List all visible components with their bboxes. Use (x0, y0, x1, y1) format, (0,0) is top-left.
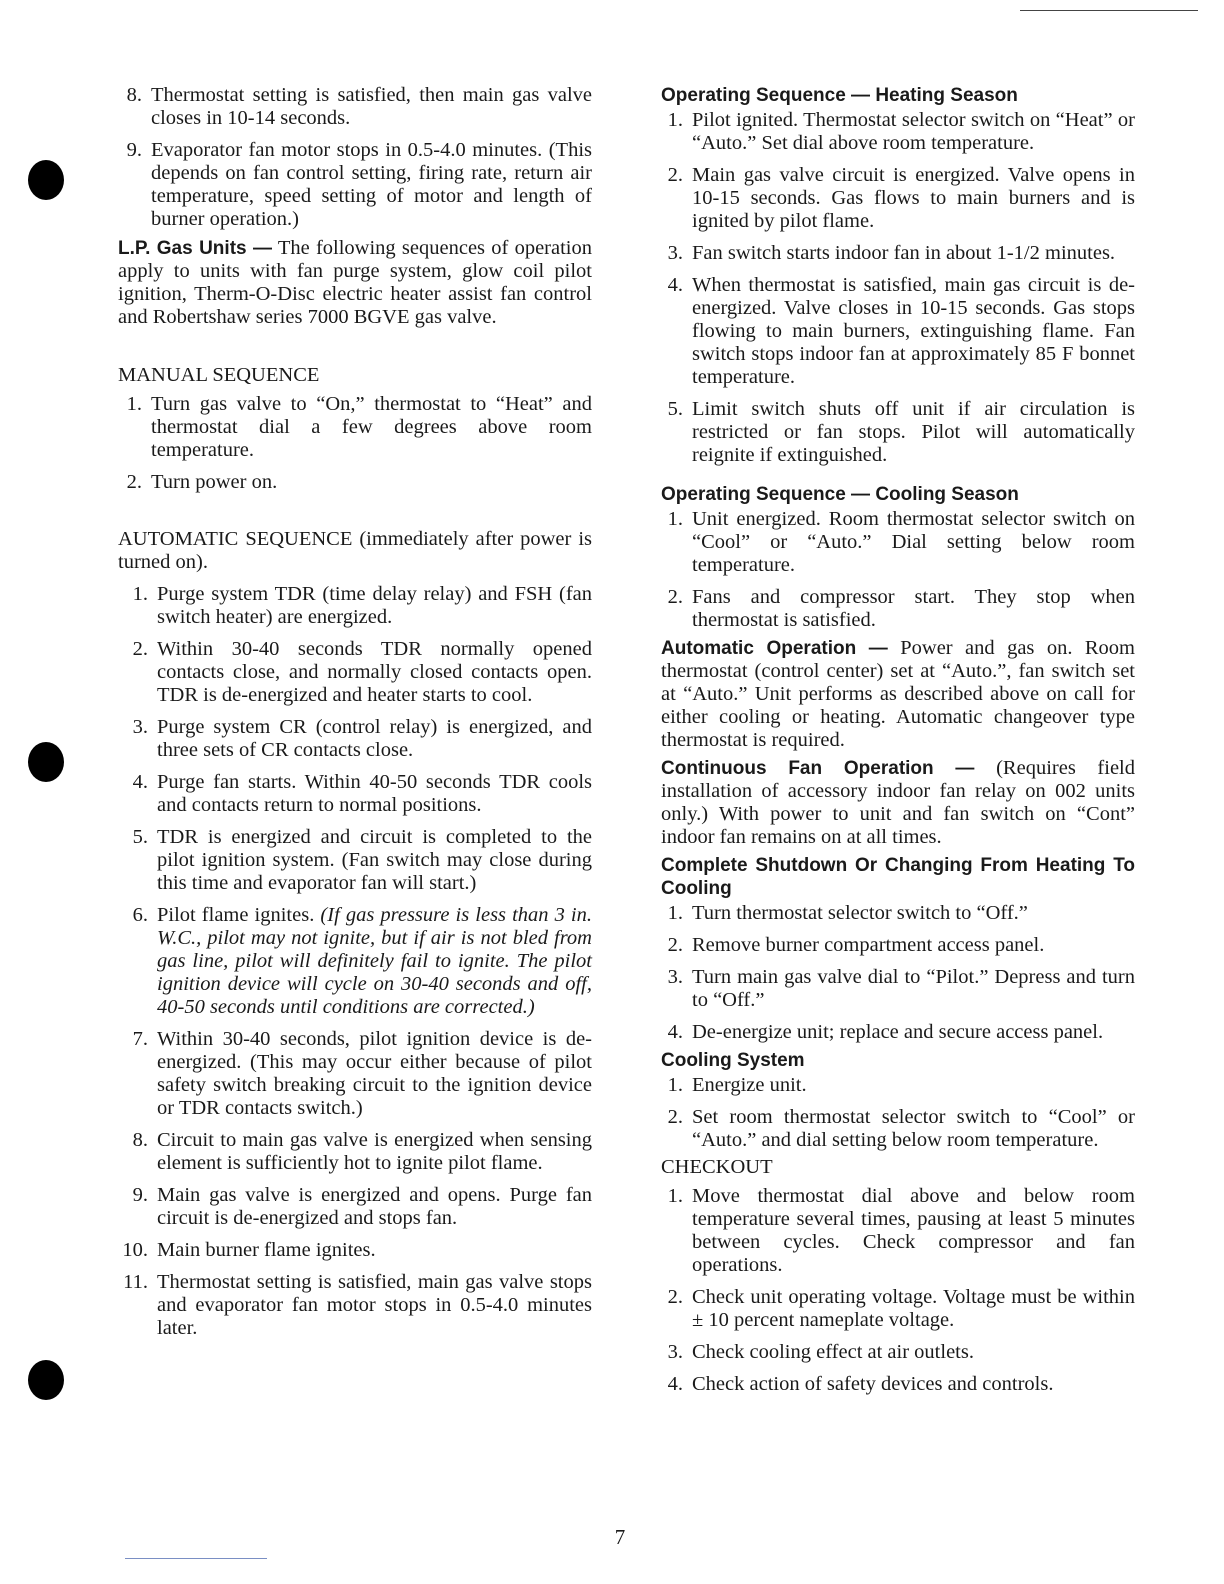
punch-hole (28, 742, 64, 782)
list-item: 2. Check unit operating voltage. Voltage must be within ± 10 percent nameplate voltage. (667, 1286, 1135, 1331)
cooling-system-heading: Cooling System (661, 1050, 805, 1071)
list-item: 1. Energize unit. (667, 1074, 807, 1096)
list-item: 11. Thermostat setting is satisfied, main gas valve stops and evaporator fan motor stops in 0.5-4.0 minutes later. (123, 1271, 592, 1339)
list-item: 1. Turn gas valve to “On,” thermostat to “Heat” and thermostat dial a few degrees above room temperature. (126, 393, 592, 461)
italic-note: (If gas pressure is less than 3 in. W.C., pilot may not ignite, but if air is not bled from gas line, pilot will definitely fail to ignite. The pilot ignition device will cycle on 30-40 seconds and off, 40-50 seconds until conditions are corrected.) (157, 904, 593, 1018)
list-item: 3. Check cooling effect at air outlets. (667, 1341, 974, 1363)
list-item: 4. Purge fan starts. Within 40-50 seconds TDR cools and contacts return to normal positions. (132, 771, 592, 816)
list-item: 9. Main gas valve is energized and opens. Purge fan circuit is de-energized and stops fan. (132, 1184, 592, 1229)
bottom-rule (125, 1558, 267, 1559)
list-item: 1. Turn thermostat selector switch to “Off.” (667, 902, 1028, 924)
list-item: 2. Main gas valve circuit is energized. Valve opens in 10-15 seconds. Gas flows to main burners and is ignited by pilot flame. (667, 164, 1135, 232)
right-column (661, 84, 1135, 1405)
automatic-operation-paragraph: Automatic Operation — Power and gas on. Room thermostat (control center) set at “Auto.”, fan switch set at “Auto.” Unit performs as described above on call for either cooling or heating. Automatic changeover type thermostat is required. (661, 637, 1135, 751)
list-item: 3. Fan switch starts indoor fan in about 1-1/2 minutes. (667, 242, 1116, 264)
list-item: 1. Purge system TDR (time delay relay) and FSH (fan switch heater) are energized. (132, 583, 592, 628)
automatic-sequence-list (118, 583, 592, 1340)
checkout-heading: CHECKOUT (661, 1156, 773, 1178)
shutdown-heading: Complete Shutdown Or Changing From Heating To Cooling (661, 855, 1135, 899)
list-item: 10. Main burner flame ignites. (122, 1239, 376, 1261)
continuous-fan-paragraph: Continuous Fan Operation — (Requires field installation of accessory indoor fan relay on 002 units only.) With power to unit and fan switch on “Cont” indoor fan remains on at all times. (661, 757, 1136, 848)
list-item: 2. Fans and compressor start. They stop when thermostat is satisfied. (667, 586, 1135, 631)
list-item: 9. Evaporator fan motor stops in 0.5-4.0 minutes. (This depends on fan control setting, firing rate, return air temperature, speed setting of motor and length of burner operation.) (126, 139, 592, 230)
list-item: 8. Circuit to main gas valve is energized when sensing element is sufficiently hot to ignite pilot flame. (132, 1129, 592, 1174)
shutdown-list (661, 902, 1135, 1044)
heating-season-heading: Operating Sequence — Heating Season (661, 85, 1018, 106)
automatic-operation-heading: Automatic Operation — (661, 638, 888, 659)
page-number: 7 (614, 1525, 626, 1549)
list-continued (118, 84, 592, 231)
checkout-list (661, 1185, 1135, 1396)
punch-hole (28, 1360, 64, 1400)
list-item: 3. Purge system CR (control relay) is energized, and three sets of CR contacts close. (132, 716, 592, 761)
automatic-sequence-heading: AUTOMATIC SEQUENCE (immediately after power is turned on). (118, 528, 592, 573)
heating-season-list (661, 109, 1135, 467)
list-item: 5. Limit switch shuts off unit if air circulation is restricted or fan stops. Pilot will automatically reignite if extinguished. (667, 398, 1135, 466)
lp-gas-units-paragraph: L.P. Gas Units — The following sequences of operation apply to units with fan purge system, glow coil pilot ignition, Therm-O-Disc electric heater assist fan control and Robertshaw series 7000 BGVE gas valve. (118, 237, 592, 328)
list-item: 6. Pilot flame ignites. (If gas pressure is less than 3 in. W.C., pilot may not ignite, but if air is not bled from gas line, pilot will definitely fail to ignite. The pilot ignition device will cycle on 30-40 seconds and off, 40-50 seconds until conditions are corrected.) (132, 904, 593, 1018)
top-rule (1020, 10, 1198, 11)
list-item: 4. When thermostat is satisfied, main gas circuit is de-energized. Valve closes in 10-15 seconds. Gas stops flowing to main burners, extinguishing flame. Fan switch stops indoor fan at approximately 85 F bonnet temperature. (667, 274, 1135, 388)
cooling-season-list (661, 508, 1135, 632)
punch-hole (28, 160, 64, 200)
manual-sequence-list (118, 393, 592, 494)
list-item: 1. Pilot ignited. Thermostat selector switch on “Heat” or “Auto.” Set dial above room temperature. (667, 109, 1135, 154)
lp-gas-units-heading: L.P. Gas Units — (118, 238, 272, 259)
manual-sequence-heading: MANUAL SEQUENCE (118, 364, 320, 386)
list-item: 2. Turn power on. (126, 471, 278, 493)
list-item: 1. Move thermostat dial above and below room temperature several times, pausing at least 5 minutes between cycles. Check compressor and fan operations. (667, 1185, 1135, 1276)
list-item: 2. Within 30-40 seconds TDR normally opened contacts close, and normally closed contacts open. TDR is de-energized and heater starts to cool. (132, 638, 592, 706)
list-item: 4. De-energize unit; replace and secure access panel. (667, 1021, 1104, 1043)
list-item: 5. TDR is energized and circuit is completed to the pilot ignition system. (Fan switch may close during this time and evaporator fan will start.) (132, 826, 592, 894)
cooling-system-list (661, 1074, 1135, 1152)
list-item: 2. Remove burner compartment access panel. (667, 934, 1045, 956)
left-column (118, 84, 592, 1349)
list-item: 1. Unit energized. Room thermostat selector switch on “Cool” or “Auto.” Dial setting below room temperature. (667, 508, 1135, 576)
list-item: 7. Within 30-40 seconds, pilot ignition device is de-energized. (This may occur either because of pilot safety switch breaking circuit to the ignition device or TDR contacts switch.) (132, 1028, 592, 1119)
list-item: 2. Set room thermostat selector switch to “Cool” or “Auto.” and dial setting below room temperature. (667, 1106, 1135, 1151)
cooling-season-heading: Operating Sequence — Cooling Season (661, 484, 1019, 505)
continuous-fan-heading: Continuous Fan Operation — (661, 758, 975, 779)
list-item: 4. Check action of safety devices and controls. (667, 1373, 1054, 1395)
list-item: 8. Thermostat setting is satisfied, then main gas valve closes in 10-14 seconds. (126, 84, 592, 129)
list-item: 3. Turn main gas valve dial to “Pilot.” Depress and turn to “Off.” (667, 966, 1135, 1011)
